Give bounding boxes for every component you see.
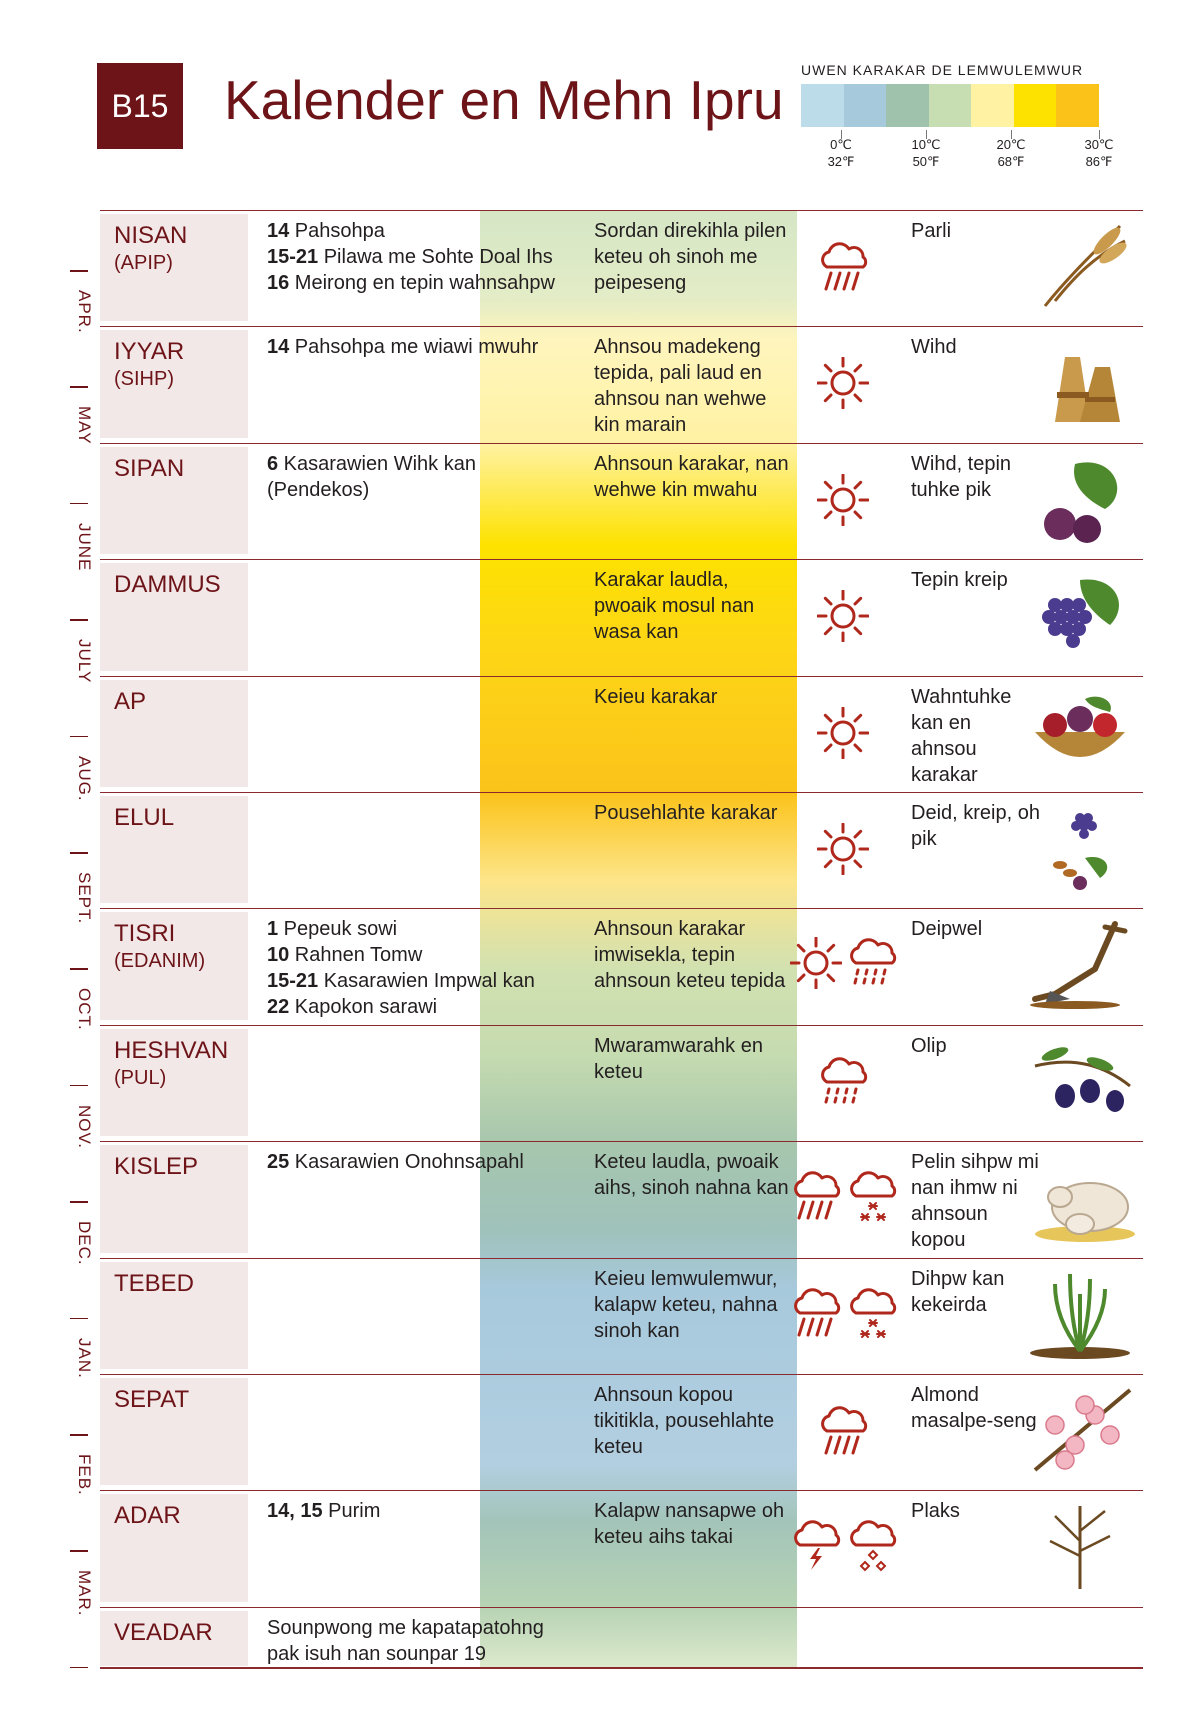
- ruler-tick: [70, 852, 88, 854]
- figs-illustration: [1025, 454, 1135, 549]
- sun-icon: [817, 823, 869, 880]
- grass-illustration: [1025, 1269, 1135, 1364]
- hebrew-month-name: ADAR: [114, 1502, 181, 1530]
- festival-date: 25: [267, 1151, 290, 1174]
- snow-cloud-icon: [846, 1170, 900, 1231]
- festival-date: 14: [267, 336, 290, 359]
- page-title: Kalender en Mehn Ipru: [224, 69, 784, 131]
- festival-name: Pepeuk sowi: [278, 918, 398, 941]
- festival-name: Kasarawien Onohnsapahl: [289, 1151, 524, 1174]
- climate-description: Ahnsou madekeng tepida, pali laud en ahnsou nan wehwe kin marain: [594, 336, 767, 437]
- month-cell: [100, 912, 248, 1019]
- table-bottom-rule: [100, 1667, 1143, 1669]
- scale-swatch: [971, 84, 1014, 127]
- hebrew-month-name: DAMMUS: [114, 571, 221, 599]
- climate-description: Keieu karakar: [594, 685, 718, 708]
- climate-description: Karakar laudla, pwoaik mosul nan wasa kan: [594, 569, 755, 644]
- gregorian-month-label: JAN.: [75, 1337, 94, 1379]
- fahrenheit-label: 32℉: [827, 154, 855, 169]
- festival-item: [267, 916, 577, 942]
- calendar-row: [100, 676, 1143, 793]
- hebrew-month-alt-name: (APIP): [114, 252, 173, 274]
- ruler-tick: [70, 1085, 88, 1087]
- sun-icon: [790, 937, 842, 994]
- rain-cloud-icon: [790, 1170, 844, 1227]
- ruler-tick: [70, 968, 88, 970]
- crop-description: Plaks: [911, 1500, 960, 1523]
- climate-description: Kalapw nansapwe oh keteu aihs takai: [594, 1500, 785, 1549]
- gregorian-month-label: OCT.: [75, 988, 94, 1032]
- scale-swatch: [886, 84, 929, 127]
- hebrew-month-name: SIPAN: [114, 454, 185, 482]
- hebrew-month-alt-name: (SIHP): [114, 368, 174, 391]
- month-cell: [100, 1611, 248, 1666]
- climate-description: Pousehlahte karakar: [594, 802, 778, 824]
- climate-description: Ahnsoun kopou tikitikla, pousehlahte keteu: [594, 1384, 775, 1458]
- festival-item: [267, 334, 577, 360]
- festival-name: Kapokon sarawi: [289, 996, 438, 1019]
- month-cell: [100, 1494, 248, 1601]
- festival-name: Sounpwong me kapatapatohng pak isuh nan sounpar 19: [267, 1616, 544, 1665]
- festival-item: [267, 244, 577, 270]
- climate-description: Sordan direkihla pilen keteu oh sinoh me peipeseng: [594, 220, 787, 294]
- festivals-cell: [267, 334, 577, 360]
- festival-item: [267, 994, 577, 1020]
- crop-description: Dihpw kan kekeirda: [911, 1267, 1005, 1316]
- hebrew-month-name: SEPAT: [114, 1386, 190, 1413]
- ruler-tick: [70, 736, 88, 738]
- month-cell: [100, 1145, 248, 1252]
- festival-date: 15-21: [267, 970, 319, 993]
- hail-cloud-icon: [846, 1519, 900, 1580]
- climate-description: Keieu lemwulemwur, kalapw keteu, nahna sinoh kan: [594, 1267, 778, 1342]
- calendar-row: [100, 1025, 1143, 1142]
- scale-swatch: [844, 84, 887, 127]
- sun-icon: [817, 590, 869, 647]
- hebrew-month-name: AP: [114, 687, 147, 715]
- crop-description: Wihd: [911, 336, 957, 359]
- thunderstorm-icon: [790, 1519, 844, 1576]
- dates-grapes-figs-illustration: [1025, 803, 1135, 898]
- plow-illustration: [1025, 919, 1135, 1014]
- almond-blossom-illustration: [1025, 1385, 1135, 1480]
- gregorian-month-label: NOV.: [75, 1104, 94, 1149]
- festival-date: 15-21: [267, 246, 319, 268]
- festival-name: Pahsohpa: [289, 220, 385, 242]
- climate-description: Mwaramwarahk en keteu: [594, 1034, 763, 1083]
- hebrew-month-name: TISRI: [114, 920, 176, 948]
- calendar-row: [100, 1490, 1143, 1607]
- rain-cloud-icon: [790, 1287, 844, 1344]
- climate-description: Ahnsoun karakar imwisekla, tepin ahnsoun keteu tepida: [594, 918, 786, 993]
- festival-name: Purim: [322, 1500, 381, 1523]
- crop-description: Almond masalpe-seng: [911, 1384, 1037, 1432]
- scale-tick-label: [981, 136, 1041, 170]
- temperature-legend-title: UWEN KARAKAR DE LEMWULEMWUR: [801, 62, 1084, 78]
- drizzle-cloud-icon: [846, 937, 900, 994]
- ruler-tick: [70, 503, 88, 505]
- crop-description: Olip: [911, 1034, 947, 1057]
- calendar-row: [100, 210, 1143, 327]
- crop-description: Wahntuhke kan en ahnsou karakar: [911, 685, 1012, 786]
- month-cell: [100, 680, 248, 787]
- hebrew-month-name: TEBED: [114, 1269, 195, 1297]
- festival-date: 14, 15: [267, 1500, 323, 1523]
- festival-name: Pilawa me Sohte Doal Ihs: [318, 246, 553, 268]
- gregorian-month-label: SEPT.: [75, 872, 94, 925]
- sun-icon: [817, 474, 869, 531]
- drizzle-cloud-icon: [817, 1056, 871, 1113]
- olives-illustration: [1025, 1036, 1135, 1131]
- calendar-row: [100, 326, 1143, 443]
- celsius-label: 0℃: [830, 137, 852, 152]
- hebrew-month-alt-name: (PUL): [114, 1066, 167, 1089]
- calendar-row: [100, 792, 1143, 909]
- festival-item: [267, 942, 577, 968]
- ruler-tick: [70, 1667, 88, 1669]
- festival-date: 14: [267, 220, 290, 242]
- gregorian-month-label: DEC.: [75, 1221, 94, 1266]
- crop-description: Pelin sihpw mi nan ihmw ni ahnsoun kopou: [911, 1151, 1039, 1252]
- celsius-label: 30℃: [1084, 137, 1114, 152]
- sun-icon: [817, 707, 869, 764]
- festival-item: [267, 1615, 577, 1667]
- festival-item: [267, 270, 577, 296]
- calendar-row: [100, 443, 1143, 560]
- scale-swatch: [929, 84, 972, 127]
- month-cell: [100, 796, 248, 903]
- section-badge: B15: [97, 63, 183, 149]
- scale-tick-label: [811, 136, 871, 170]
- festival-date: 10: [267, 944, 290, 967]
- month-cell: [100, 1378, 248, 1485]
- barley-illustration: [1025, 221, 1135, 316]
- festivals-cell: [267, 451, 577, 503]
- festivals-cell: [267, 218, 577, 296]
- fruit-basket-illustration: [1025, 687, 1135, 782]
- fahrenheit-label: 68℉: [997, 154, 1025, 169]
- month-cell: [100, 447, 248, 554]
- calendar-row: [100, 1607, 1143, 1672]
- festival-date: 22: [267, 996, 290, 1019]
- scale-swatch: [801, 84, 844, 127]
- ruler-tick: [70, 386, 88, 388]
- festivals-cell: [267, 1615, 577, 1667]
- wheat-sheaves-illustration: [1025, 337, 1135, 432]
- month-cell: [100, 330, 248, 437]
- snow-cloud-icon: [846, 1287, 900, 1348]
- calendar-row: [100, 1374, 1143, 1491]
- fahrenheit-label: 86℉: [1085, 154, 1113, 169]
- scale-tick-label: [1069, 136, 1129, 170]
- festivals-cell: [267, 916, 577, 1020]
- festival-item: [267, 968, 577, 994]
- sheep-illustration: [1025, 1152, 1135, 1247]
- calendar-row: [100, 908, 1143, 1025]
- ruler-tick: [70, 1550, 88, 1552]
- hebrew-month-name: IYYAR: [114, 338, 185, 366]
- climate-description: Keteu laudla, pwoaik aihs, sinoh nahna kan: [594, 1151, 789, 1200]
- gregorian-month-label: JULY: [75, 639, 94, 684]
- festival-name: Rahnen Tomw: [289, 944, 423, 967]
- celsius-label: 10℃: [911, 137, 941, 152]
- gregorian-month-label: MAY: [75, 406, 94, 445]
- ruler-tick: [70, 1201, 88, 1203]
- month-cell: [100, 563, 248, 670]
- hebrew-month-name: ELUL: [114, 804, 175, 831]
- calendar-row: [100, 1258, 1143, 1375]
- scale-tick-label: [896, 136, 956, 170]
- month-cell: [100, 1262, 248, 1369]
- festival-item: [267, 1498, 577, 1524]
- gregorian-month-label: AUG.: [75, 755, 94, 802]
- hebrew-month-name: VEADAR: [114, 1618, 213, 1646]
- month-cell: [100, 1029, 248, 1136]
- festival-name: Kasarawien Impwal kan: [318, 970, 535, 993]
- flax-illustration: [1025, 1501, 1135, 1596]
- festival-name: Pahsohpa me wiawi mwuhr: [289, 336, 539, 359]
- hebrew-month-name: HESHVAN: [114, 1036, 229, 1064]
- festivals-cell: [267, 1149, 577, 1175]
- ruler-tick: [70, 270, 88, 272]
- celsius-label: 20℃: [996, 137, 1026, 152]
- festival-date: 1: [267, 918, 279, 941]
- festival-name: Meirong en tepin wahnsahpw: [289, 272, 555, 294]
- sun-icon: [817, 357, 869, 414]
- gregorian-month-label: JUNE: [75, 522, 94, 572]
- calendar-row: [100, 1141, 1143, 1258]
- climate-description: Ahnsoun karakar, nan wehwe kin mwahu: [594, 452, 789, 501]
- ruler-tick: [70, 1318, 88, 1320]
- gregorian-month-label: APR.: [75, 290, 94, 334]
- festival-item: [267, 1149, 577, 1175]
- gregorian-month-label: MAR.: [75, 1570, 94, 1617]
- hebrew-month-name: NISAN: [114, 222, 188, 249]
- temperature-color-scale: [801, 84, 1099, 127]
- crop-description: Deid, kreip, oh pik: [911, 802, 1040, 850]
- grapes-illustration: [1025, 570, 1135, 665]
- calendar-row: [100, 559, 1143, 676]
- rain-cloud-icon: [817, 241, 871, 298]
- festival-item: [267, 218, 577, 244]
- festival-date: 6: [267, 452, 279, 475]
- fahrenheit-label: 50℉: [912, 154, 940, 169]
- crop-description: Wihd, tepin tuhke pik: [911, 452, 1012, 501]
- crop-description: Parli: [911, 220, 952, 242]
- festival-name: Kasarawien Wihk kan (Pendekos): [267, 452, 476, 501]
- ruler-tick: [70, 1434, 88, 1436]
- crop-description: Tepin kreip: [911, 569, 1008, 592]
- rain-cloud-icon: [817, 1405, 871, 1462]
- festival-item: [267, 451, 577, 503]
- month-cell: [100, 214, 248, 321]
- gregorian-month-label: FEB.: [75, 1454, 94, 1496]
- festivals-cell: [267, 1498, 577, 1524]
- hebrew-month-alt-name: (EDANIM): [114, 950, 206, 973]
- crop-description: Deipwel: [911, 918, 983, 941]
- ruler-tick: [70, 619, 88, 621]
- scale-swatch: [1056, 84, 1099, 127]
- scale-swatch: [1014, 84, 1057, 127]
- hebrew-month-name: KISLEP: [114, 1153, 199, 1181]
- festival-date: 16: [267, 272, 290, 294]
